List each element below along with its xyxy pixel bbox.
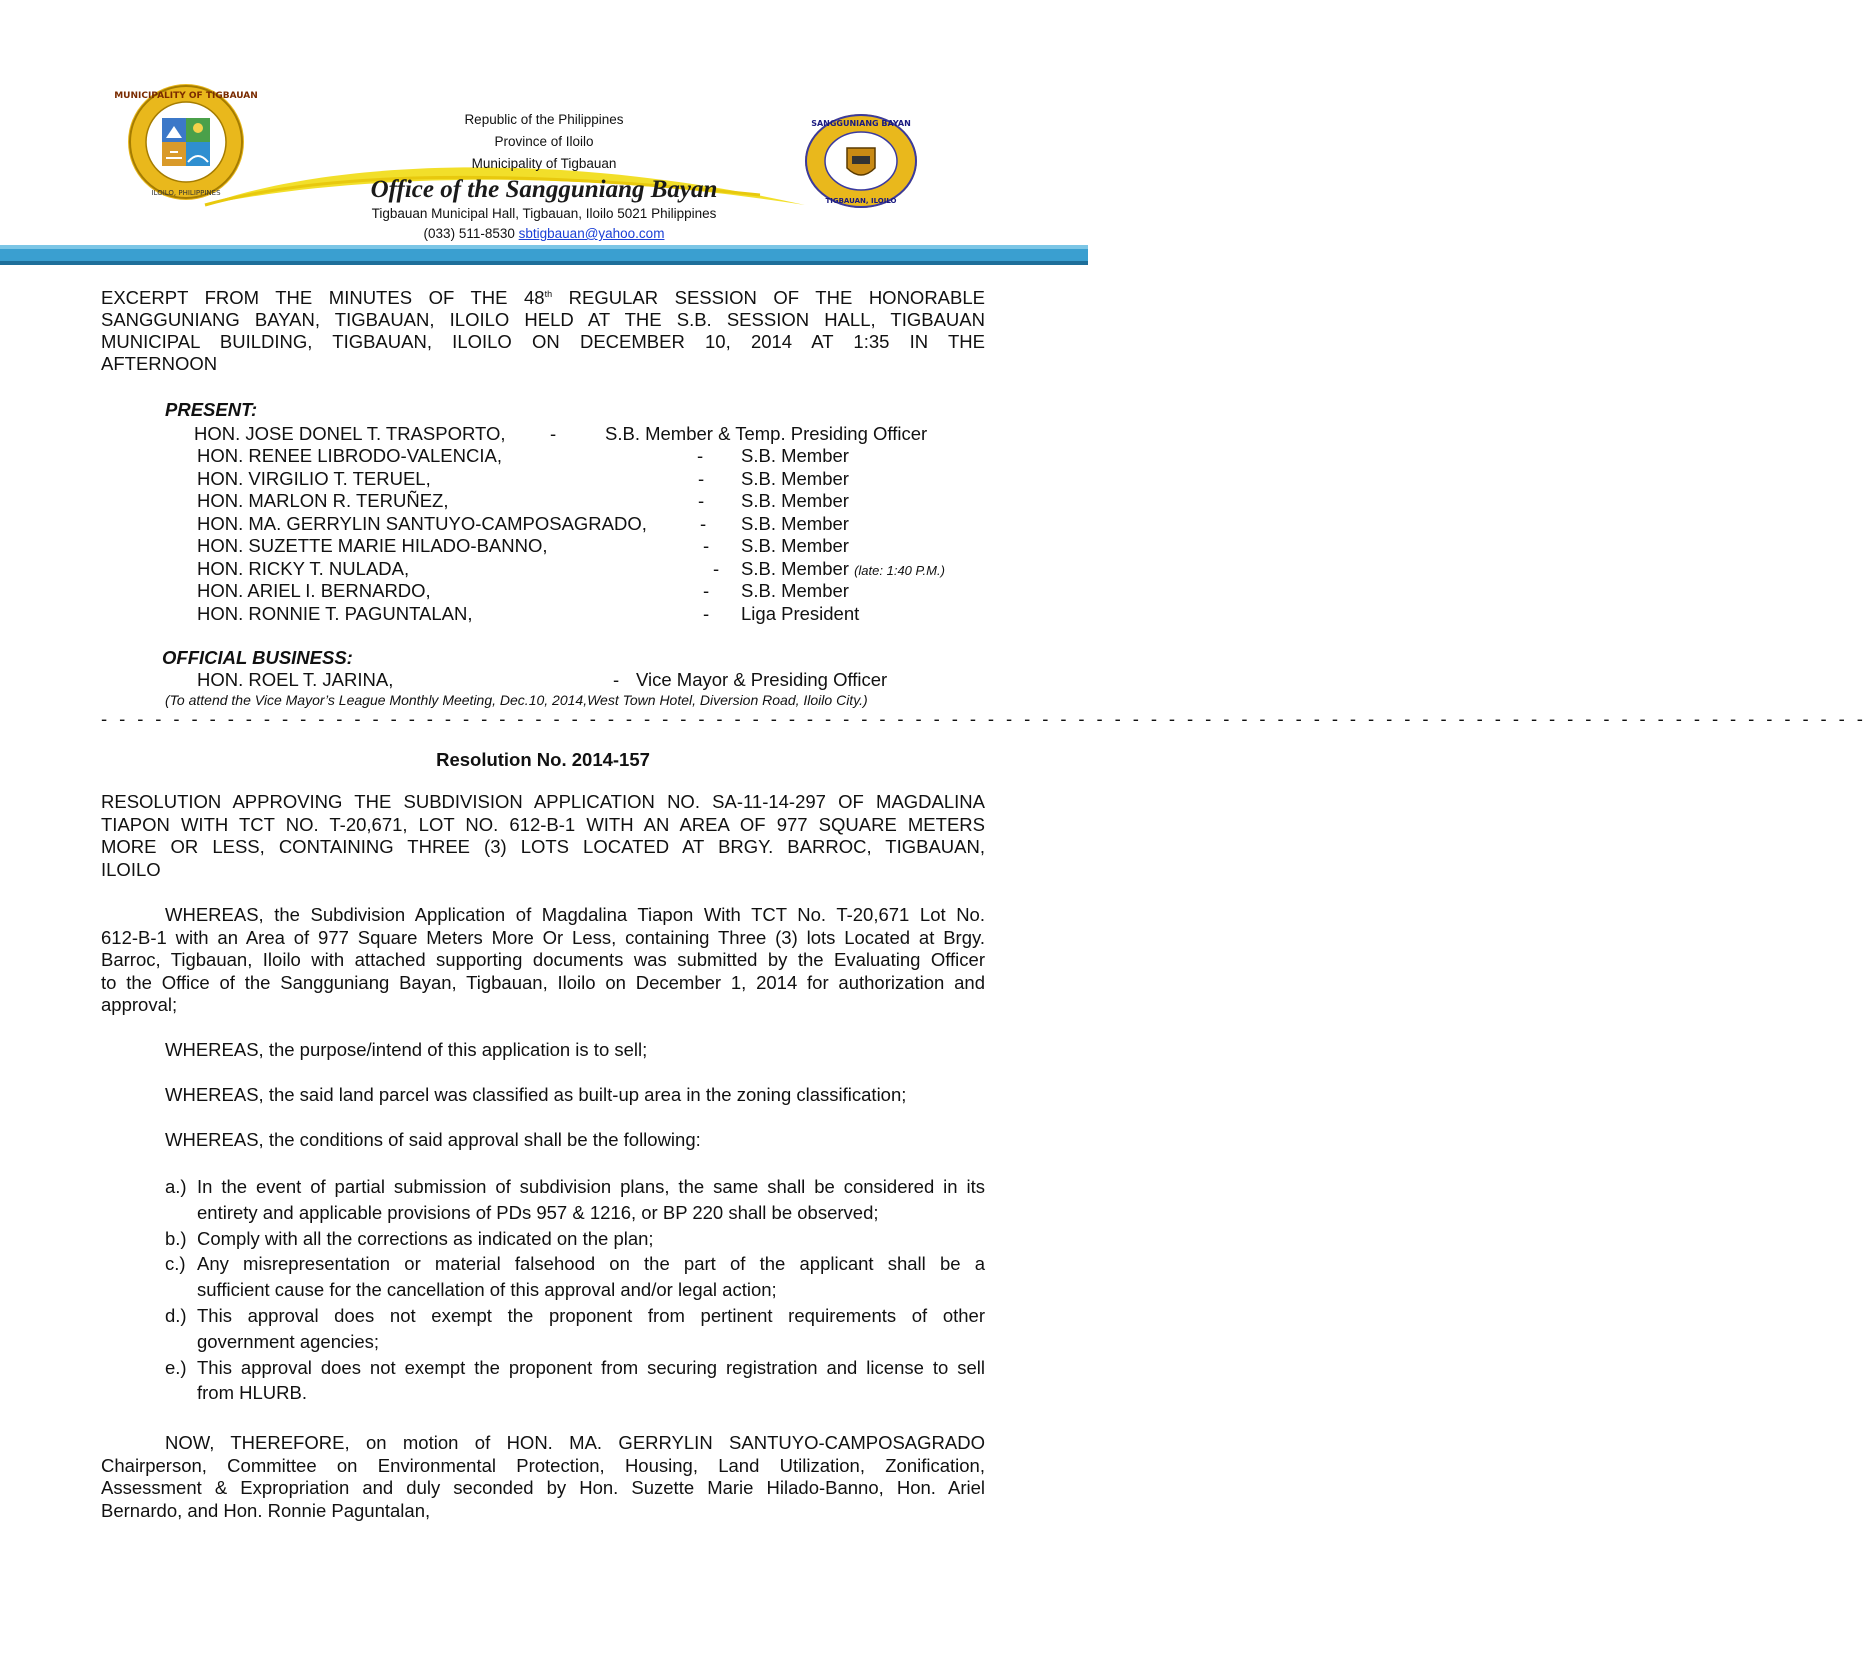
sangguniang-bayan-seal-icon <box>803 112 919 210</box>
member-name: HON. RENEE LIBRODO-VALENCIA, <box>197 445 502 466</box>
member-name: HON. MA. GERRYLIN SANTUYO-CAMPOSAGRADO, <box>197 513 647 534</box>
condition-label: d.) <box>165 1304 187 1326</box>
member-role: S.B. Member <box>741 468 849 489</box>
member-name: HON. MARLON R. TERUÑEZ, <box>197 490 449 511</box>
member-role: S.B. Member <box>741 535 849 556</box>
late-note: (late: 1:40 P.M.) <box>854 563 945 578</box>
condition-item: b.) Comply with all the corrections as indicated on the plan; <box>165 1226 985 1252</box>
condition-label: a.) <box>165 1176 187 1197</box>
excerpt-block <box>101 287 985 375</box>
svg-text:SANGGUNIANG BAYAN: SANGGUNIANG BAYAN <box>811 119 911 128</box>
official-business-heading: OFFICIAL BUSINESS: <box>162 647 353 668</box>
resolution-number: Resolution No. 2014-157 <box>436 749 650 770</box>
header-municipality: Municipality of Tigbauan <box>471 156 617 171</box>
member-name: HON. RICKY T. NULADA, <box>197 558 410 579</box>
whereas-3: WHEREAS, the said land parcel was classified as built-up area in the zoning classification; <box>165 1084 907 1105</box>
member-name: HON. RONNIE T. PAGUNTALAN, <box>197 603 473 624</box>
now-therefore: NOW, THEREFORE, on motion of HON. MA. GERRYLIN SANTUYO-CAMPOSAGRADO Chairperson, Committee on Environmental Protection, Housing, Land Utilization, Zonification, Assessment & Expropriation and duly seconded by Hon. Suzette Marie Hilado-Banno, Hon. Ariel Bernardo, and Hon. Ronnie Paguntalan, <box>101 1432 985 1521</box>
condition-item: c.) Any misrepresentation or material falsehood on the part of the applicant shall be a sufficient cause for the cancellation of this approval and/or legal action; <box>165 1253 985 1301</box>
header-address: Tigbauan Municipal Hall, Tigbauan, Iloilo 5021 Philippines <box>371 206 717 221</box>
svg-text:ILOILO, PHILIPPINES: ILOILO, PHILIPPINES <box>151 189 221 197</box>
member-dash: - <box>550 423 557 444</box>
excerpt-line-4: AFTERNOON <box>101 353 218 374</box>
separator-dashes: - - - - - - - - - - - - - - - - - - - - - - - - - - - - - - - - - - - - - - - - - - - - - - - - - - - - - - - - - - - - - - - - - - - - - - - - - - - - - - - - - - - - - - - - - - - - - - - - - - <box>101 708 1866 729</box>
excerpt-line-1: EXCERPT FROM THE MINUTES OF THE 48th REGULAR SESSION OF THE HONORABLE <box>101 287 985 308</box>
condition-item: d.) This approval does not exempt the proponent from pertinent requirements of other government agencies; <box>165 1304 985 1352</box>
member-role: S.B. Member <box>741 513 849 534</box>
ob-note: (To attend the Vice Mayor’s League Monthly Meeting, Dec.10, 2014,West Town Hotel, Diversion Road, Iloilo City.) <box>165 692 868 708</box>
member-dash: - <box>703 535 710 556</box>
svg-text:TIGBAUAN, ILOILO: TIGBAUAN, ILOILO <box>825 197 897 205</box>
svg-text:MUNICIPALITY OF TIGBAUAN: MUNICIPALITY OF TIGBAUAN <box>114 91 258 101</box>
header-email-link[interactable]: sbtigbauan@yahoo.com <box>518 226 665 241</box>
office-title: Office of the Sangguniang Bayan <box>370 176 718 203</box>
member-name: HON. SUZETTE MARIE HILADO-BANNO, <box>197 535 548 556</box>
condition-label: e.) <box>165 1356 187 1378</box>
member-role: S.B. Member & Temp. Presiding Officer <box>605 423 928 444</box>
header-contact <box>344 226 744 241</box>
whereas-1: WHEREAS, the Subdivision Application of Magdalina Tiapon With TCT No. T-20,671 Lot No. 612-B-1 with an Area of 977 Square Meters More Or Less, containing Three (3) lots Located at Brgy. Barroc, Tigbauan, Iloilo with attached supporting documents was submitted by the Evaluating Officer to the Office of the Sangguniang Bayan, Tigbauan, Iloilo on December 1, 2014 for authorization and approval; <box>101 904 985 1015</box>
header-republic: Republic of the Philippines <box>464 112 624 127</box>
member-name: HON. VIRGILIO T. TERUEL, <box>197 468 431 489</box>
member-name: HON. ARIEL I. BERNARDO, <box>197 580 431 601</box>
excerpt-line-2: SANGGUNIANG BAYAN, TIGBAUAN, ILOILO HELD AT THE S.B. SESSION HALL, TIGBAUAN <box>101 309 985 330</box>
municipal-seal-icon <box>114 82 258 202</box>
excerpt-line-3: MUNICIPAL BUILDING, TIGBAUAN, ILOILO ON DECEMBER 10, 2014 AT 1:35 IN THE <box>101 331 985 352</box>
ob-name: HON. ROEL T. JARINA, <box>197 669 394 690</box>
header-phone: (033) 511-8530 <box>423 226 515 241</box>
header-province: Province of Iloilo <box>494 134 594 149</box>
member-dash: - <box>698 490 705 511</box>
member-dash: - <box>713 558 720 579</box>
condition-item: e.) This approval does not exempt the proponent from securing registration and license to sell from HLURB. <box>165 1356 985 1404</box>
member-name: HON. JOSE DONEL T. TRASPORTO, <box>194 423 506 444</box>
member-role: S.B. Member <box>741 580 849 601</box>
conditions-list <box>165 1174 985 1406</box>
letterhead <box>0 0 1088 270</box>
member-role: Liga President <box>741 603 860 624</box>
member-dash: - <box>703 603 710 624</box>
condition-label: c.) <box>165 1253 186 1275</box>
member-dash: - <box>697 445 704 466</box>
condition-label: b.) <box>165 1227 187 1249</box>
ob-dash: - <box>613 669 620 690</box>
member-role: S.B. Member <box>741 445 849 466</box>
ordinal-suffix: th <box>544 288 553 299</box>
member-dash: - <box>698 468 705 489</box>
whereas-4: WHEREAS, the conditions of said approval shall be the following: <box>165 1129 701 1150</box>
member-role: S.B. Member <box>741 490 849 511</box>
ob-role: Vice Mayor & Presiding Officer <box>636 669 888 690</box>
condition-item: a.) In the event of partial submission of subdivision plans, the same shall be considered in its entirety and applicable provisions of PDs 957 & 1216, or BP 220 shall be observed; <box>165 1176 985 1223</box>
member-dash: - <box>703 580 710 601</box>
present-heading: PRESENT: <box>165 399 258 420</box>
member-dash: - <box>700 513 707 534</box>
resolution-title: RESOLUTION APPROVING THE SUBDIVISION APPLICATION NO. SA-11-14-297 OF MAGDALINA TIAPON WITH TCT NO. T-20,671, LOT NO. 612-B-1 WITH AN AREA OF 977 SQUARE METERS MORE OR LESS, CONTAINING THREE (3) LOTS LOCATED AT BRGY. BARROC, TIGBAUAN, ILOILO <box>101 791 985 880</box>
member-role: S.B. Member (late: 1:40 P.M.) <box>741 558 945 579</box>
whereas-2: WHEREAS, the purpose/intend of this application is to sell; <box>165 1039 648 1060</box>
